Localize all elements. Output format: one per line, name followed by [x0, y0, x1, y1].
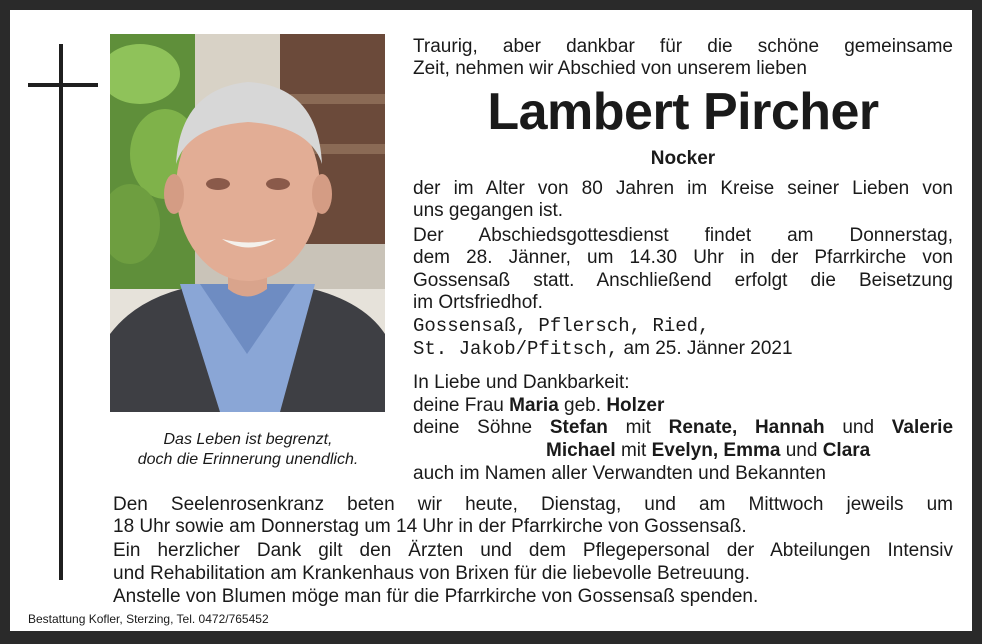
intro-line: Traurig, aber dankbar für die schöne gemeinsame — [413, 36, 953, 57]
quote-line: doch die Erinnerung unendlich. — [137, 451, 359, 468]
family-intro: In Liebe und Dankbarkeit: — [413, 372, 630, 393]
announcement-line: und Rehabilitation am Krankenhaus von Brixen für die liebevolle Betreuung. — [113, 563, 750, 584]
intro-line: Zeit, nehmen wir Abschied von unserem lieben — [413, 58, 807, 79]
announcement-line: 18 Uhr sowie am Donnerstag um 14 Uhr in der Pfarrkirche von Gossensaß. — [113, 516, 747, 537]
son-family-last-name: Clara — [822, 440, 871, 461]
announcement-line: Den Seelenrosenkranz beten wir heute, Dienstag, und am Mittwoch jeweils um — [113, 494, 953, 515]
announcement-line: Ein herzlicher Dank gilt den Ärzten und dem Pflegepersonal der Abteilungen Intensiv — [113, 540, 953, 561]
details-line: uns gegangen ist. — [413, 200, 564, 221]
son-family-last-name: Valerie — [891, 417, 954, 438]
son-name: Michael — [546, 440, 616, 461]
family-son2-line — [546, 440, 870, 462]
son-family-names: Evelyn, Emma — [651, 440, 781, 461]
date-text: am 25. Jänner 2021 — [623, 338, 793, 359]
and-text: und — [842, 417, 875, 438]
funeral-home-footer: Bestattung Kofler, Sterzing, Tel. 0472/765452 — [28, 612, 269, 626]
with-text: mit — [625, 417, 651, 438]
wife-geb: geb. — [564, 395, 602, 416]
place-date-line — [413, 338, 793, 360]
cross-icon-bar — [28, 83, 98, 87]
son-name: Stefan — [549, 417, 608, 438]
announcement-line: Anstelle von Blumen möge man für die Pfarrkirche von Gossensaß spenden. — [113, 586, 759, 607]
deceased-name: Lambert Pircher — [487, 83, 879, 141]
details-line: der im Alter von 80 Jahren im Kreise seiner Lieben von — [413, 178, 953, 199]
details-line: Gossensaß statt. Anschließend erfolgt die Beisetzung — [413, 270, 953, 291]
wife-name: Maria — [509, 395, 559, 416]
relatives-line: auch im Namen aller Verwandten und Bekannten — [413, 463, 826, 484]
place-names: St. Jakob/Pfitsch, — [413, 338, 619, 360]
details-line: Der Abschiedsgottesdienst findet am Donnerstag, — [413, 225, 953, 246]
quote-line: Das Leben ist begrenzt, — [163, 431, 333, 448]
details-line: dem 28. Jänner, um 14.30 Uhr in der Pfarrkirche von — [413, 247, 953, 268]
wife-prefix: deine Frau — [413, 395, 504, 416]
wife-maiden-name: Holzer — [606, 395, 665, 416]
place-line: Gossensaß, Pflersch, Ried, — [413, 315, 710, 337]
family-son1-line — [413, 417, 953, 439]
deceased-nickname: Nocker — [650, 148, 716, 169]
portrait-photo — [110, 34, 385, 412]
son-family-names: Renate, Hannah — [668, 417, 825, 438]
cross-icon — [59, 44, 63, 580]
family-wife-line — [413, 395, 664, 417]
details-line: im Ortsfriedhof. — [413, 292, 543, 313]
and-text: und — [785, 440, 818, 461]
with-text: mit — [620, 440, 647, 461]
sons-prefix: deine Söhne — [413, 417, 533, 438]
memorial-quote — [108, 430, 388, 470]
